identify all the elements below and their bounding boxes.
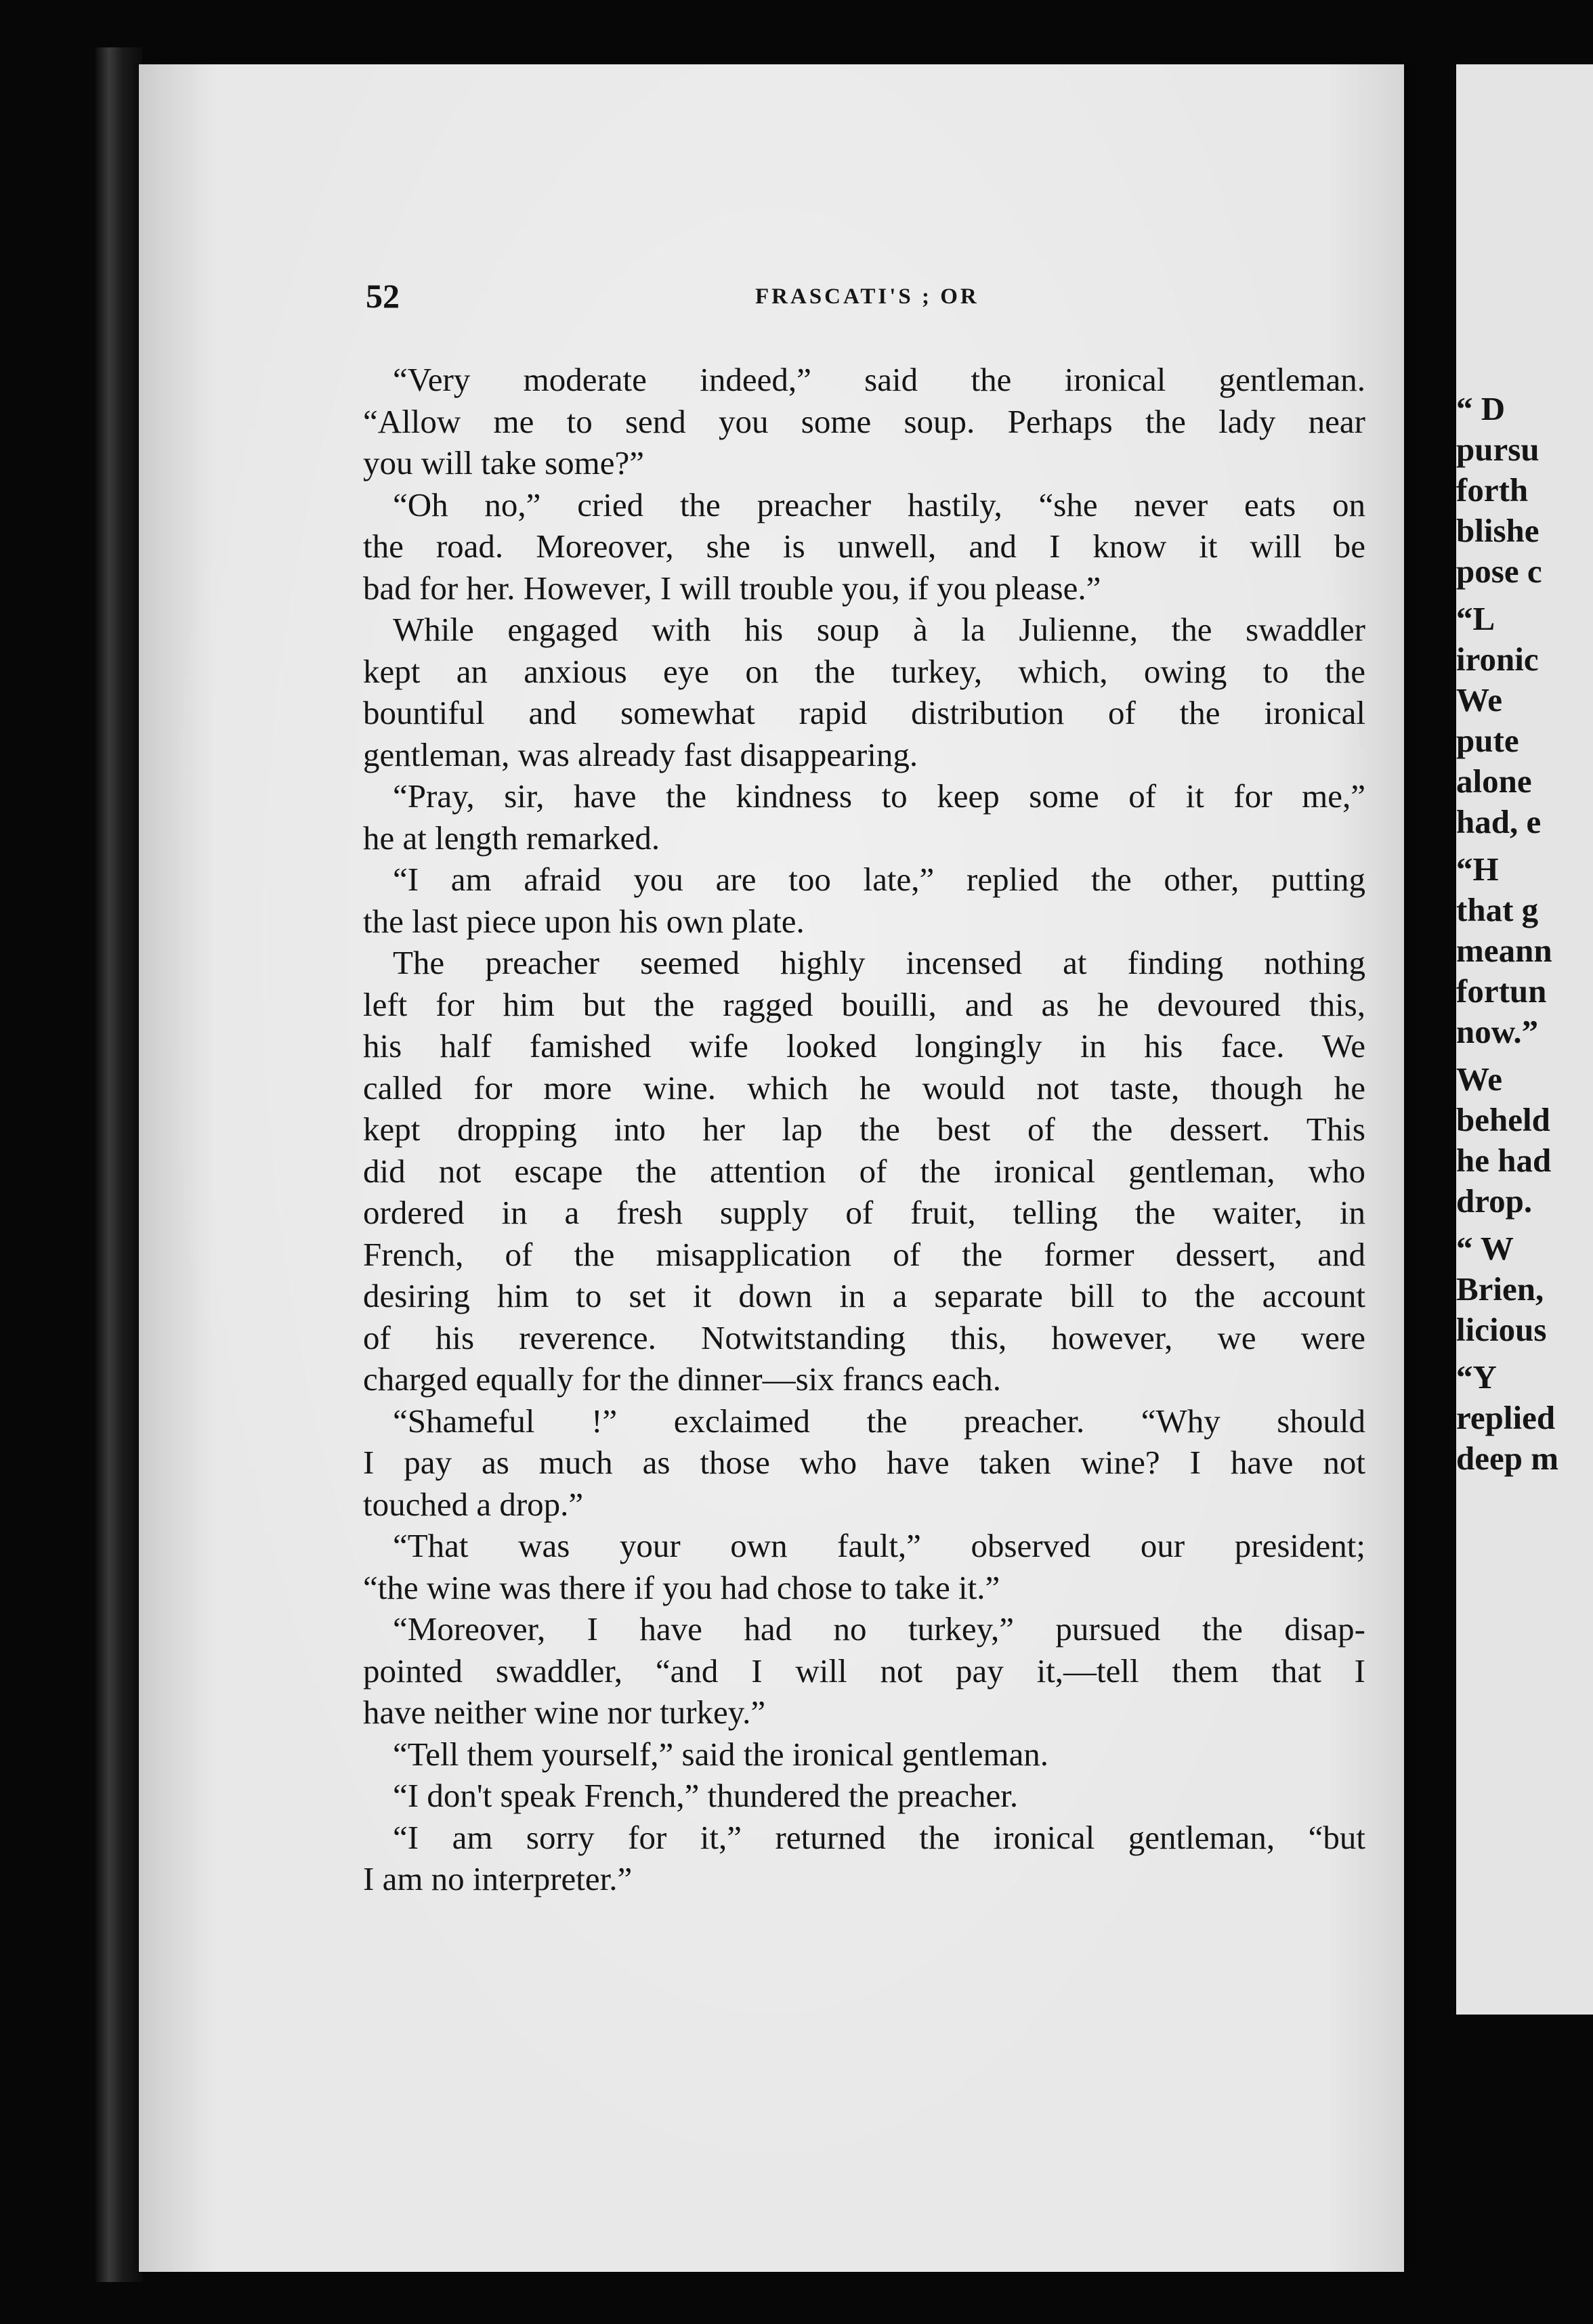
right-page-fragment: licious	[1456, 1311, 1547, 1348]
text-line: “Moreover, I have had no turkey,” pursued the disap-	[393, 1610, 1365, 1648]
text-line: he at length remarked.	[363, 819, 660, 857]
right-page-edge	[1456, 64, 1593, 2015]
text-line: left for him but the ragged bouilli, and as he devoured this,	[363, 985, 1365, 1023]
text-line: French, of the misapplication of the former dessert, and	[363, 1235, 1365, 1273]
text-line: kept dropping into her lap the best of the dessert. This	[363, 1111, 1365, 1148]
right-page-fragment: now.”	[1456, 1013, 1539, 1050]
text-line: “Very moderate indeed,” said the ironical gentleman.	[393, 361, 1365, 398]
text-line: the road. Moreover, she is unwell, and I know it will be	[363, 528, 1365, 565]
text-line: “the wine was there if you had chose to take it.”	[363, 1568, 1000, 1606]
text-line: of his reverence. Notwitstanding this, however, we were	[363, 1318, 1365, 1356]
page-number: 52	[366, 277, 400, 315]
text-line: “Shameful !” exclaimed the preacher. “Why should	[393, 1402, 1365, 1440]
right-page-fragment: meann	[1456, 932, 1552, 969]
right-page-fragment: “ D	[1456, 390, 1506, 427]
right-page-fragment: blishe	[1456, 512, 1539, 549]
text-line: “Tell them yourself,” said the ironical gentleman.	[393, 1735, 1049, 1773]
text-line: ordered in a fresh supply of fruit, telling the waiter, in	[363, 1194, 1365, 1231]
right-page-fragment: “Y	[1456, 1358, 1497, 1396]
text-line: touched a drop.”	[363, 1485, 584, 1523]
text-line: bountiful and somewhat rapid distribution of the ironical	[363, 694, 1365, 731]
text-line: “I am afraid you are too late,” replied the other, putting	[393, 861, 1365, 898]
text-line: the last piece upon his own plate.	[363, 902, 805, 940]
right-page-fragment: We	[1456, 681, 1503, 718]
right-page-fragment: drop.	[1456, 1182, 1533, 1220]
text-line: I am no interpreter.”	[363, 1860, 633, 1897]
text-line: I pay as much as those who have taken wine? I have not	[363, 1444, 1365, 1481]
text-line: charged equally for the dinner—six francs each.	[363, 1360, 1001, 1398]
right-page-fragment: that g	[1456, 891, 1539, 928]
book-spine	[95, 47, 142, 2282]
text-line: desiring him to set it down in a separate bill to the account	[363, 1277, 1365, 1314]
body-text	[363, 359, 1365, 1900]
text-line: The preacher seemed highly incensed at finding nothing	[393, 944, 1365, 981]
text-line: “Pray, sir, have the kindness to keep some of it for me,”	[393, 777, 1365, 815]
right-page-fragment: ironic	[1456, 641, 1539, 678]
text-line: “I am sorry for it,” returned the ironical gentleman, “but	[393, 1818, 1365, 1856]
right-page-fragment: Brien,	[1456, 1270, 1544, 1308]
right-page-fragment: “H	[1456, 851, 1499, 888]
text-line: called for more wine. which he would not taste, though he	[363, 1069, 1365, 1106]
right-page-fragment: pursu	[1456, 431, 1539, 468]
text-line: his half famished wife looked longingly in his face. We	[363, 1027, 1365, 1064]
right-page-fragment: “ W	[1456, 1230, 1514, 1267]
right-page-fragment: alone	[1456, 762, 1532, 800]
text-line: “That was your own fault,” observed our president;	[393, 1527, 1365, 1564]
text-line: gentleman, was already fast disappearing.	[363, 735, 918, 773]
text-line: pointed swaddler, “and I will not pay it,—tell them that I	[363, 1652, 1365, 1690]
text-line: you will take some?”	[363, 444, 645, 481]
right-page-fragment: he had	[1456, 1142, 1552, 1179]
right-page-fragment: pose c	[1456, 553, 1542, 590]
text-line: have neither wine nor turkey.”	[363, 1694, 766, 1731]
right-page-fragment: replied	[1456, 1399, 1556, 1436]
text-line: did not escape the attention of the ironical gentleman, who	[363, 1152, 1365, 1190]
text-line: While engaged with his soup à la Julienne, the swaddler	[393, 611, 1365, 648]
right-page-fragment: We	[1456, 1060, 1503, 1098]
right-page-fragment: fortun	[1456, 972, 1547, 1010]
right-page-fragment: beheld	[1456, 1101, 1550, 1138]
right-page-fragment: forth	[1456, 471, 1529, 509]
right-page-fragment: pute	[1456, 722, 1519, 759]
text-line: “Oh no,” cried the preacher hastily, “she never eats on	[393, 486, 1365, 523]
text-line: kept an anxious eye on the turkey, which, owing to the	[363, 652, 1365, 690]
right-page-fragment: deep m	[1456, 1440, 1559, 1477]
right-page-fragment: had, e	[1456, 803, 1542, 840]
text-line: “Allow me to send you some soup. Perhaps the lady near	[363, 402, 1365, 440]
page-header	[366, 276, 1368, 330]
running-head: FRASCATI'S ; OR	[755, 284, 979, 309]
text-line: bad for her. However, I will trouble you, if you please.”	[363, 569, 1101, 607]
right-page-fragment: “L	[1456, 600, 1495, 637]
text-line: “I don't speak French,” thundered the preacher.	[393, 1777, 1019, 1814]
